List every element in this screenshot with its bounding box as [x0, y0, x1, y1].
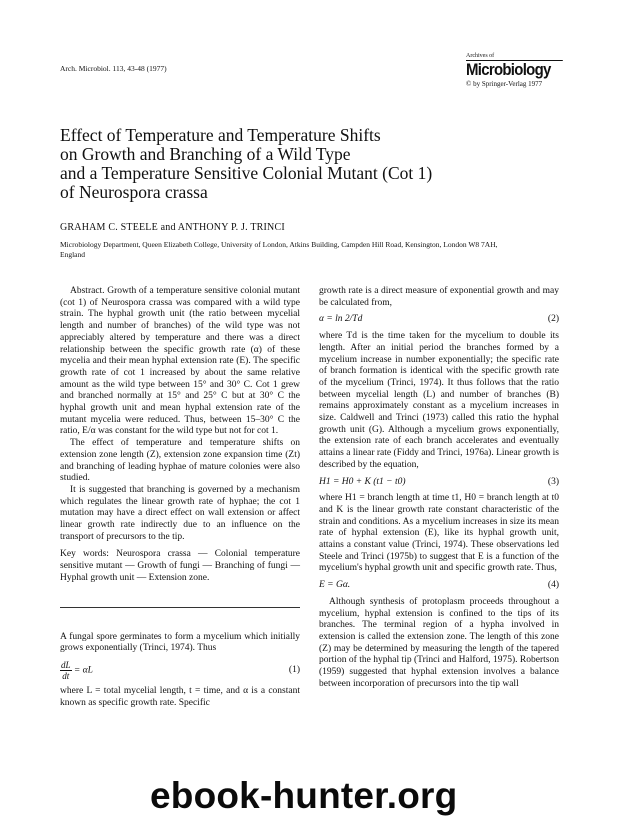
title-line: on Growth and Branching of a Wild Type — [60, 144, 351, 164]
affiliation: Microbiology Department, Queen Elizabeth College, University of London, Atkins Building, Campden Hill Road, Kensington, London W8 7AH, England — [60, 240, 498, 259]
abstract-paragraph: The effect of temperature and temperature shifts on extension zone length (Z), extension zone expansion time (Zt) and branching of leading hyphae of mature colonies were also studied. — [60, 438, 300, 484]
journal-citation: Arch. Microbiol. 113, 43-48 (1977) — [60, 64, 167, 73]
title-line: and a Temperature Sensitive Colonial Mutant (Cot 1) — [60, 163, 433, 183]
equation-1-fraction — [60, 660, 72, 681]
equation-3-expression: H1 = H0 + K (t1 − t0) — [319, 476, 406, 487]
author-list: GRAHAM C. STEELE and ANTHONY P. J. TRINCI — [60, 222, 285, 233]
journal-name: Microbiology — [466, 60, 563, 78]
equation-3 — [319, 477, 559, 489]
equation-1-rhs: = αL — [73, 665, 93, 676]
body-paragraph: where H1 = branch length at time t1, H0 = branch length at t0 and K is the linear growth rate constant characteristic of the strain and conditions. As a mycelium increases in size its mean rate of hyphal extension (E), like its hyphal growth unit, attains a constant value (Trinci, 1974). These observations led Steele and Trinci (1975b) to suggest that E is a function of the mycelium's hyphal growth unit and specific growth rate. Thus, — [319, 493, 559, 574]
watermark: ebook-hunter.org — [150, 775, 458, 816]
abstract-paragraph: Abstract. Growth of a temperature sensitive colonial mutant (cot 1) of Neurospora crassa was compared with a wild type strain. The hyphal growth unit (the ratio between mycelial length and number of branches) of the wild type was not appreciably altered by temperature and there was a direct relationship between the specific growth rate (α) of these mycelia and their mean hyphal extension rate (E). The specific growth rate of cot 1 increased by about the same relative amount as the wild type between 15° and 30° C. Cot 1 grew and branched normally at 15° and 25° C but at 30° C the hyphal growth unit and mean hyphal extension rate of the mutant mycelia were reduced. Thus, between 15–30° C the ratio, E/α was constant for the wild type but not for cot 1. — [60, 286, 300, 437]
equation-2 — [319, 314, 559, 326]
right-column — [319, 286, 559, 691]
equation-4-number: (4) — [547, 580, 559, 591]
body-paragraph: where Td is the time taken for the mycelium to double its length. After an initial period the branches formed by a mycelium increase in number exponentially; the specific rate of branch formation is identical with the specific growth rate of the mycelium (Trinci, 1974). It thus follows that the ratio between mycelial length (L) and number of branches (B) remains approximately constant as a mycelium increases in size. Caldwell and Trinci (1973) called this ratio the hyphal growth unit (G). Although a mycelium grows exponentially, the extension rate of each branch accelerates and eventually attains a linear rate (Fiddy and Trinci, 1976a). Linear growth is described by the equation, — [319, 331, 559, 470]
equation-1-denominator: dt — [62, 670, 70, 681]
title-line: of Neurospora crassa — [60, 182, 208, 202]
body-paragraph: growth rate is a direct measure of exponential growth and may be calculated from, — [319, 286, 559, 308]
intro-paragraph: A fungal spore germinates to form a mycelium which initially grows exponentially (Trinci, 1974). Thus — [60, 631, 300, 654]
equation-3-number: (3) — [547, 476, 559, 487]
equation-4 — [319, 580, 559, 592]
journal-logo — [466, 53, 576, 89]
equation-1-number: (1) — [288, 664, 300, 675]
paper-title — [60, 126, 520, 202]
section-divider — [60, 607, 300, 608]
title-line: Effect of Temperature and Temperature Shifts — [60, 125, 381, 145]
intro-paragraph: where L = total mycelial length, t = time, and α is a constant known as specific growth rate. Specific — [60, 685, 300, 708]
equation-1-numerator: dL — [61, 659, 71, 670]
left-column — [60, 286, 300, 709]
journal-archives-label: Archives of — [466, 53, 495, 59]
equation-4-expression: E = Gα. — [319, 580, 351, 591]
key-words: Key words: Neurospora crassa — Colonial temperature sensitive mutant — Growth of fungi — Branching of fungi — Hyphal growth unit — Extension zone. — [60, 549, 300, 583]
equation-2-expression: α = ln 2/Td — [319, 314, 363, 325]
abstract-paragraph: It is suggested that branching is governed by a mechanism which regulates the linear growth rate of hyphae; the cot 1 mutation may have a direct effect on wall extension or affect linear growth rate indirectly due to an influence on the transport of precursors to the tip. — [60, 484, 300, 542]
equation-1 — [60, 660, 300, 681]
equation-2-number: (2) — [547, 314, 559, 325]
body-paragraph: Although synthesis of protoplasm proceeds throughout a mycelium, hyphal extension is confined to the tips of its branches. The terminal region of a hypha involved in extension is called the extension zone. The length of this zone (Z) may be determined by measuring the length of the tapered portion of the hyphal tip (Trinci and Halford, 1975). Robertson (1959) suggested that hyphal extension involves a balance between incorporation of precursors into the tip wall — [319, 596, 559, 689]
copyright-notice: © by Springer-Verlag 1977 — [466, 80, 543, 88]
